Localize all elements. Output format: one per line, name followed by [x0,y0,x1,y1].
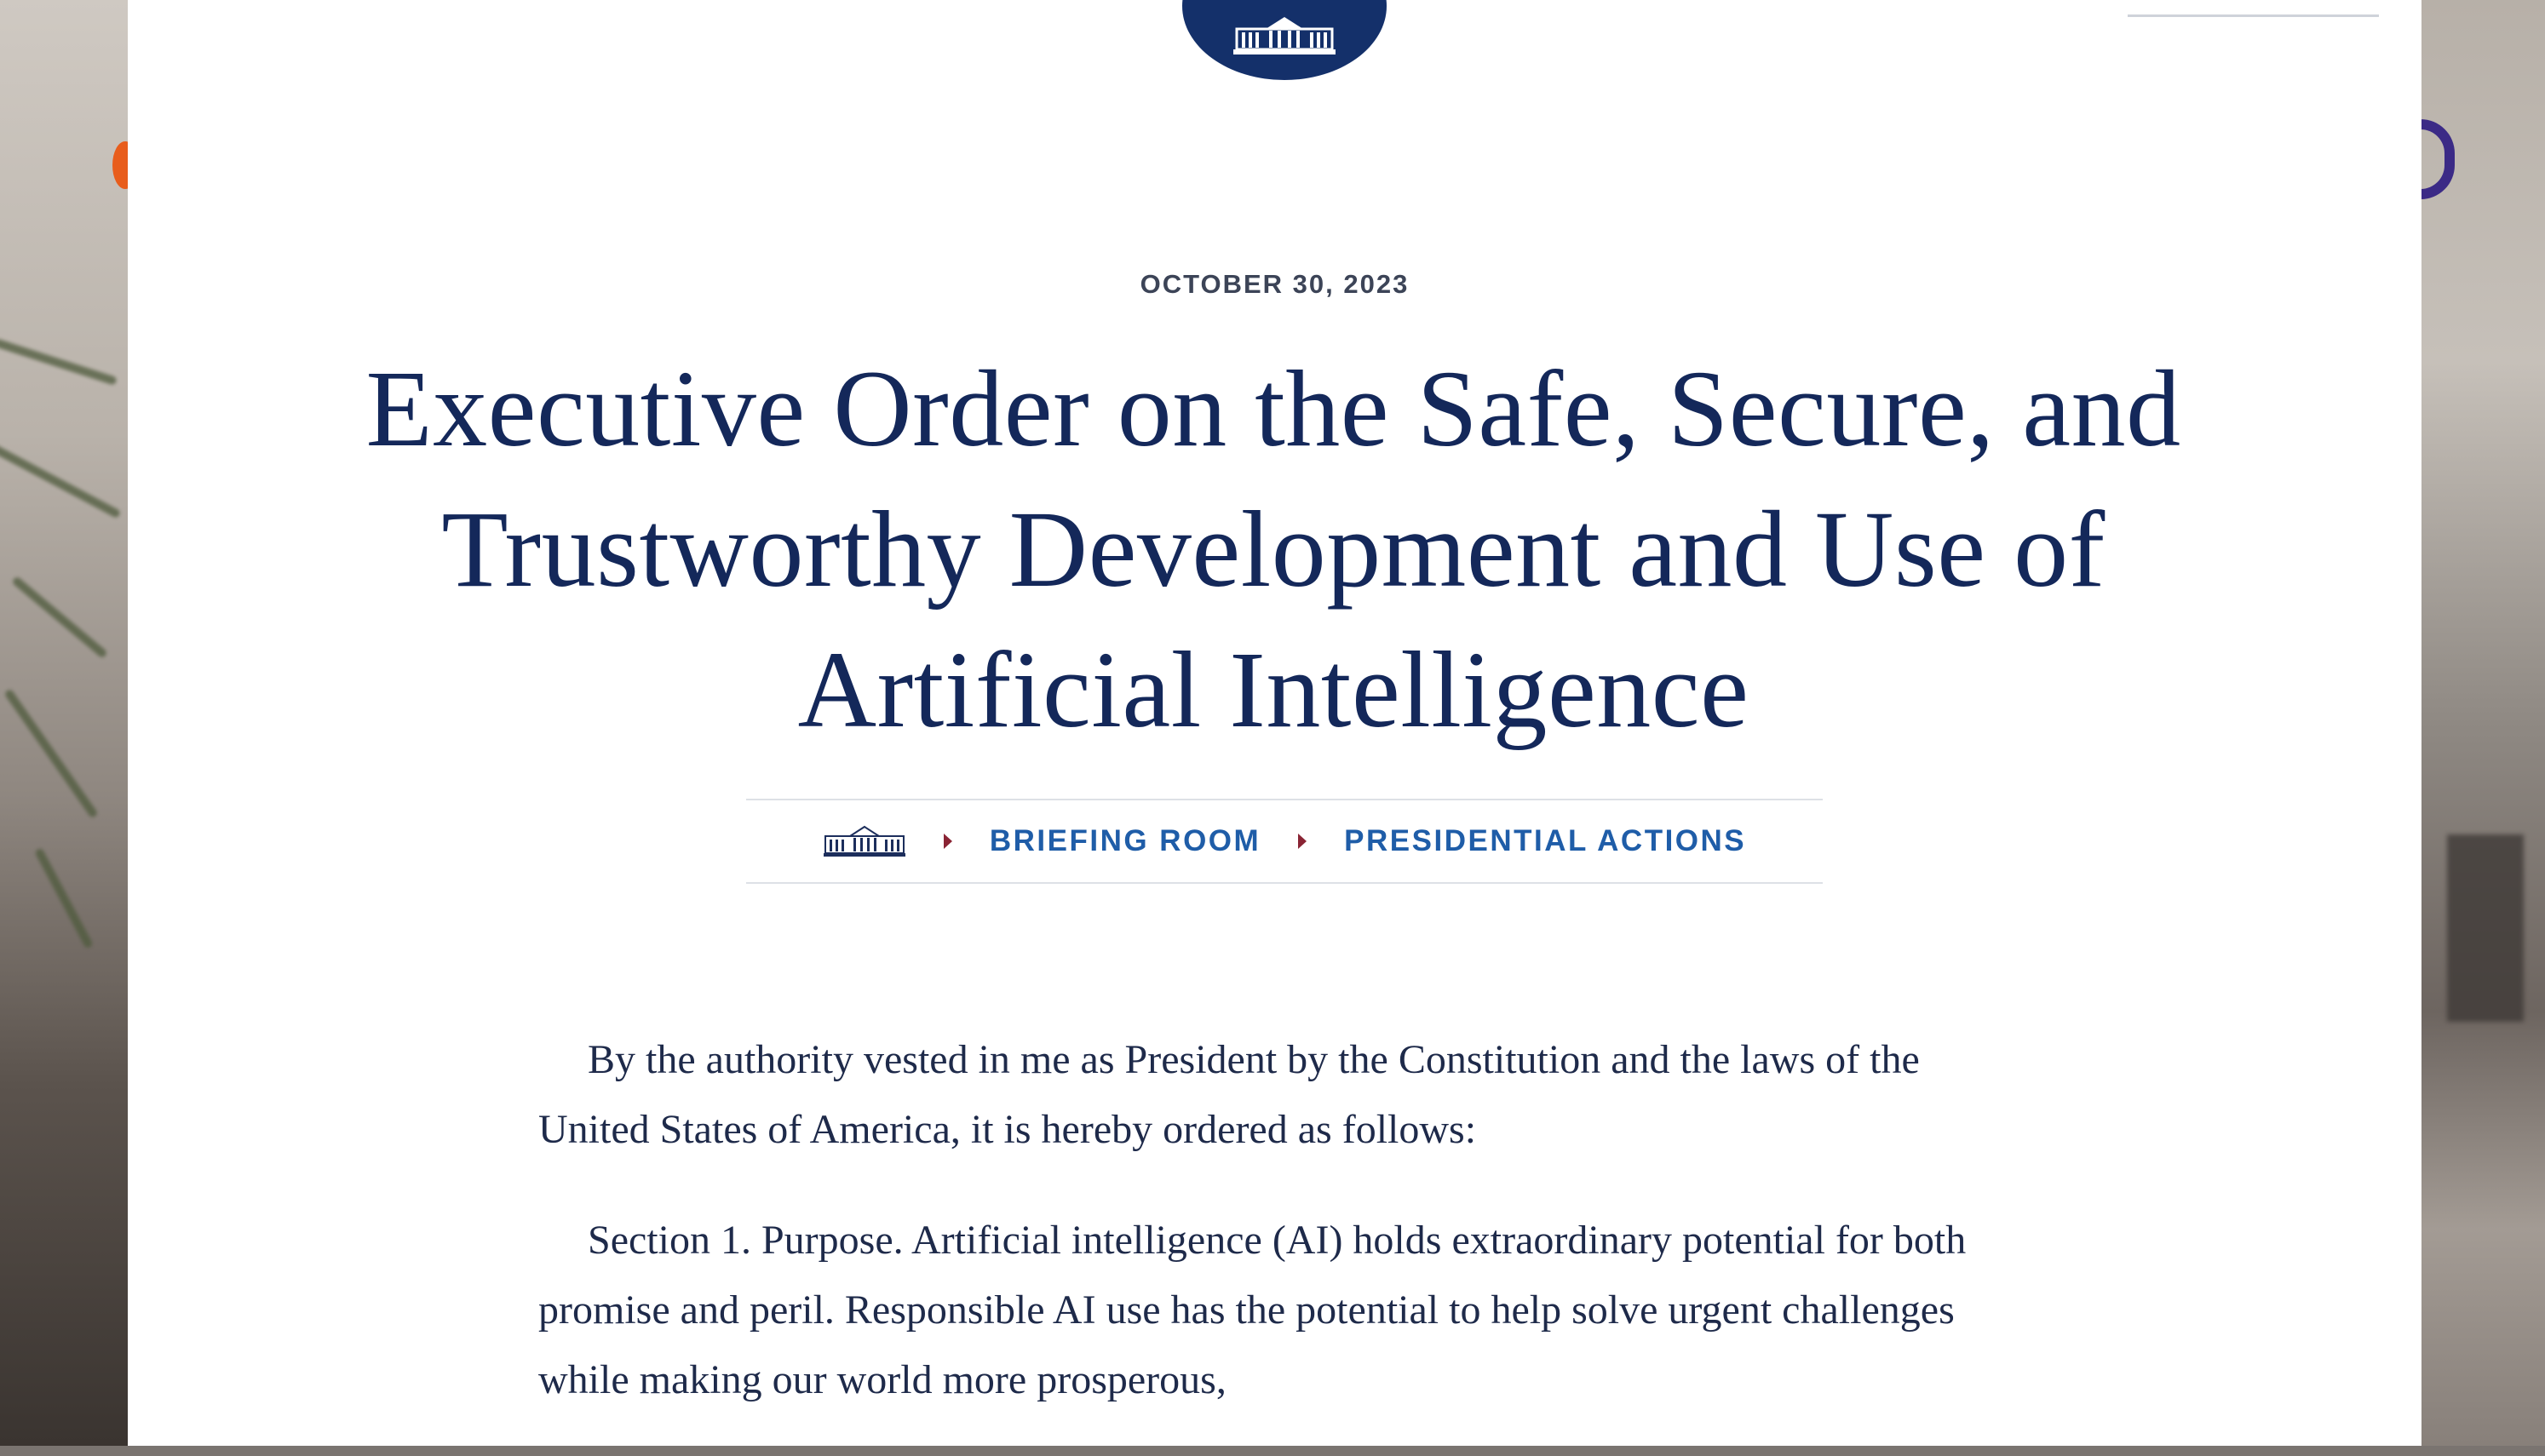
page-title: Executive Order on the Safe, Secure, and Trustworthy Development and Use of Artificial Intelligence [365,348,2181,750]
plant-leaf [34,847,94,949]
breadcrumb-separator-icon [1298,834,1307,849]
background-left [0,0,128,1446]
white-house-icon [823,824,906,858]
plant-leaf [11,576,108,659]
white-house-seal-icon[interactable] [1182,0,1387,80]
breadcrumb-briefing-room[interactable]: BRIEFING ROOM [989,824,1261,857]
header-search-underline [2128,14,2379,17]
breadcrumb [746,799,1823,884]
paragraph-preamble: By the authority vested in me as President by the Constitution and the laws of the United States of America, it is hereby ordered as follows: [538,1037,1920,1152]
plant-leaf [0,338,118,386]
paragraph-section-1: Section 1. Purpose. Artificial intelligence (AI) holds extraordinary potential for both promise and peril. Responsible AI use has the potential to help solve urgent challenges while making our world more prosperous, [538,1218,1967,1402]
background-frame [2447,834,2524,1022]
publish-date: OCTOBER 30, 2023 [1140,269,1410,299]
document-page [128,0,2421,1446]
breadcrumb-separator-icon [944,834,952,849]
breadcrumb-home-link[interactable] [823,824,906,858]
plant-leaf [3,688,98,818]
breadcrumb-presidential-actions[interactable]: PRESIDENTIAL ACTIONS [1344,824,1747,857]
plant-leaf [0,444,121,519]
document-body [538,1025,2037,1456]
white-house-building-icon [1232,15,1337,56]
background-right [2421,0,2545,1446]
